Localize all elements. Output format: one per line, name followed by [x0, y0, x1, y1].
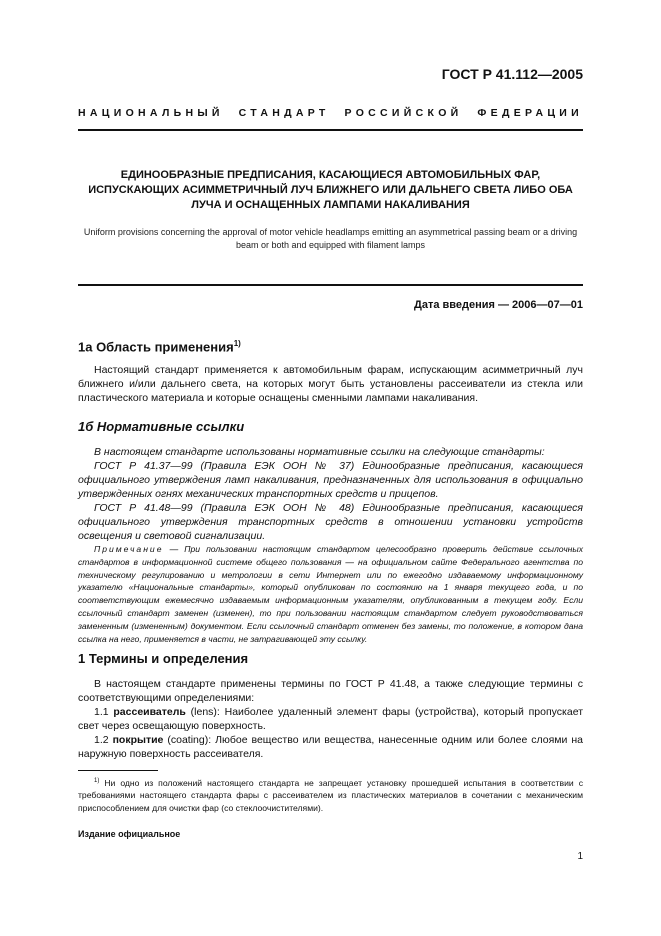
term-lens-number: 1.1: [94, 706, 114, 718]
note-block: [78, 543, 583, 645]
references-block: [78, 445, 583, 543]
title-russian: ЕДИНООБРАЗНЫЕ ПРЕДПИСАНИЯ, КАСАЮЩИЕСЯ АВТОМОБИЛЬНЫХ ФАР, ИСПУСКАЮЩИХ АСИММЕТРИЧНЫЙ ЛУЧ БЛИЖНЕГО ИЛИ ДАЛЬНЕГО СВЕТА ЛИБО ОБА ЛУЧА И ОСНАЩЕННЫХ ЛАМПАМИ НАКАЛИВАНИЯ: [88, 169, 573, 211]
title-rule: [78, 284, 583, 286]
term-lens: [78, 705, 583, 733]
terms-block: [78, 677, 583, 761]
footnote-mark: 1): [94, 778, 100, 784]
terms-intro: В настоящем стандарте применены термины по ГОСТ Р 41.48, а также следующие термины с соответствующими определениями:: [78, 678, 583, 704]
scope-heading: [78, 339, 241, 354]
term-lens-word: рассеиватель: [113, 706, 186, 718]
term-lens-definition: (lens): Наиболее удаленный элемент фары (устройства), который пропускает свет через освещающую поверхность.: [78, 706, 584, 732]
scope-footnote-mark: 1): [233, 339, 241, 348]
scope-heading-text: 1а Область применения: [78, 339, 234, 355]
footnote-text: Ни одно из положений настоящего стандарта не запрещает установку прошедшей испытания в соответствии с требованиями настоящего стандарта фары с рассеивателем из пластических материалов в сочетании с механическим приспособлением для очистки фар (со стеклоочистителями).: [78, 777, 583, 813]
terms-heading: 1 Термины и определения: [78, 651, 249, 666]
term-coating-word: покрытие: [112, 734, 164, 746]
national-standard-banner: НАЦИОНАЛЬНЫЙ СТАНДАРТ РОССИЙСКОЙ ФЕДЕРАЦИИ: [78, 107, 583, 119]
term-coating: [78, 733, 583, 761]
page-number: 1: [577, 851, 583, 862]
title-english: Uniform provisions concerning the approval of motor vehicle headlamps emitting an asymmetrical passing beam or a driving beam or both and equipped with filament lamps: [83, 227, 578, 250]
term-coating-number: 1.2: [94, 734, 113, 746]
scope-text: Настоящий стандарт применяется к автомобильным фарам, испускающим асимметричный луч ближнего и/или дальнего света, на которых могут быть установлены рассеиватели из стекла или пластического материала и которые оснащены сменными лампами накаливания.: [78, 364, 583, 404]
document-number: ГОСТ Р 41.112—2005: [441, 66, 583, 82]
reference-gost-41-48: ГОСТ Р 41.48—99 (Правила ЕЭК ООН № 48) Единообразные предписания, касающиеся официального утверждения транспортных средств в отношении установки устройств освещения и световой сигнализации.: [78, 502, 583, 542]
header-rule: [78, 129, 583, 131]
note-text: — При пользовании настоящим стандартом целесообразно проверить действие ссылочных стандартов в информационной системе общего пользования — на официальном сайте Федерального агентства по техническому регулированию и метрологии в сети Интернет или по ежегодно издаваемому информационному указателю «Национальные стандарты», который опубликован по состоянию на 1 января текущего года, и по соответствующим ежемесячно издаваемым информационным указателям, опубликованным в текущем году. Если ссылочный стандарт заменен (изменен), то при пользовании настоящим стандартом следует руководствоваться замененным (измененным) документом. Если ссылочный стандарт отменен без замены, то положение, в котором дана ссылка на него, применяется в части, не затрагивающей эту ссылку.: [78, 544, 583, 644]
reference-gost-41-37: ГОСТ Р 41.37—99 (Правила ЕЭК ООН № 37) Единообразные предписания, касающиеся официального утверждения ламп накаливания, предназначенных для использования в официально утвержденных огнях механических транспортных средств и прицепов.: [78, 460, 583, 500]
footnote-rule: [78, 770, 158, 771]
footnote: [78, 775, 583, 814]
official-edition-label: Издание официальное: [78, 829, 181, 839]
scope-paragraph: [78, 363, 583, 405]
references-intro: В настоящем стандарте использованы нормативные ссылки на следующие стандарты:: [94, 446, 545, 458]
term-coating-definition: (coating): Любое вещество или вещества, нанесенные одним или более слоями на наружную поверхность рассеивателя.: [78, 734, 583, 760]
note-label: Примечание: [94, 544, 164, 554]
references-heading: 1б Нормативные ссылки: [78, 419, 245, 434]
introduction-date: Дата введения — 2006—07—01: [414, 299, 583, 311]
